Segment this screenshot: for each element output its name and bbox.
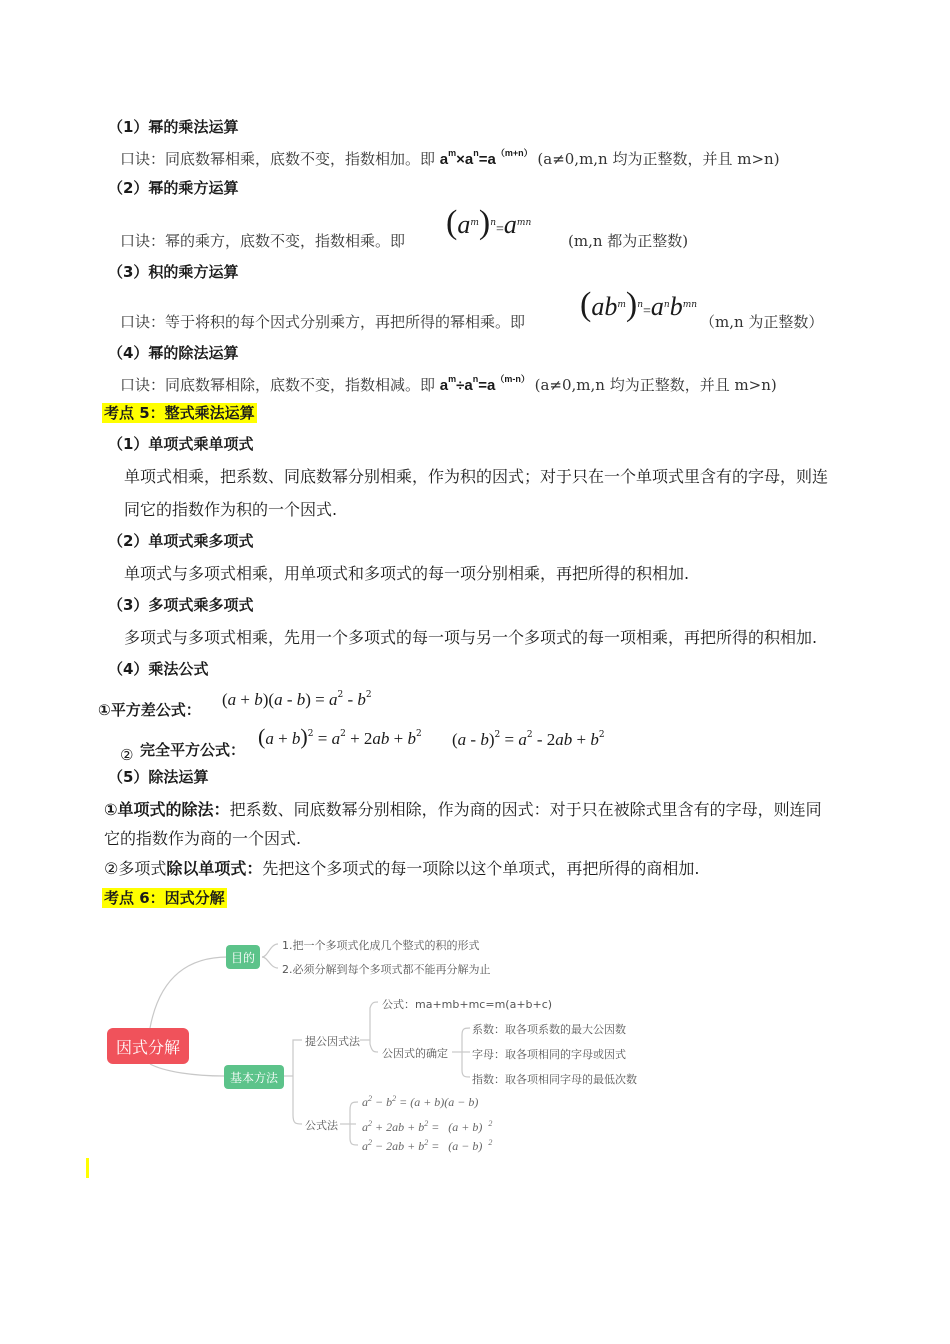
poly-division-label-a: ②多项式 <box>104 859 167 878</box>
mm-formula-square-plus: $a^2 + 2ab + b^2 = (a + b)$ $^2$ <box>362 1119 493 1134</box>
formula-perfect-square-plus: $(a + b)^2 = a^2 + 2ab + b^2$ <box>258 724 422 749</box>
square-diff-label: ①平方差公式： <box>98 701 201 719</box>
heading-mono-mono: （1）单项式乘单项式 <box>108 435 254 453</box>
rule-product-power-text: 口诀：等于将积的每个因式分别乘方，再把所得的幂相乘。即 <box>120 313 526 331</box>
kaodian6-title: 考点 6：因式分解 <box>104 889 225 907</box>
rule-power-multiplication: 口诀：同底数幂相乘，底数不变，指数相加。即 $a^m\times a^n=a^{(m+n)}$ (a≠0,m,n 均为正整数，并且 m>n) <box>120 148 780 168</box>
rule-power-of-power-cond: (m,n 都为正整数) <box>568 232 689 250</box>
mm-formula-square-minus: $a^2 - 2ab + b^2 = (a - b)$ $^2$ <box>362 1138 493 1153</box>
poly-division-label-b: 除以单项式： <box>166 859 263 878</box>
purpose-item-1: 1.把一个多项式化成几个整式的积的形式 <box>282 939 480 952</box>
heading-power-of-power: （2）幂的乘方运算 <box>108 179 239 197</box>
common-factor-formula: 公式：ma+mb+mc=m(a+b+c) <box>382 998 553 1011</box>
heading-power-multiplication: （1）幂的乘法运算 <box>108 118 239 136</box>
determine-coefficient: 系数：取各项系数的最大公因数 <box>472 1023 626 1036</box>
determine-exponent: 指数：取各项相同字母的最低次数 <box>472 1073 637 1086</box>
mono-division-label: ①单项式的除法： <box>104 800 230 819</box>
text-poly-poly: 多项式与多项式相乘，先用一个多项式的每一项与另一个多项式的每一项相乘，再把所得的积相加. <box>124 628 818 647</box>
formula-power-of-power: $(a^m)^n=a^{mn}$ <box>446 204 532 241</box>
text-mono-mono-1: 单项式相乘，把系数、同底数幂分别相乘，作为积的因式；对于只在一个单项式里含有的字母，则连 <box>124 467 829 486</box>
rule-power-of-power-text: 口诀：幂的乘方，底数不变，指数相乘。即 <box>120 232 406 250</box>
perfect-square-num: ② <box>120 746 134 764</box>
perfect-square-label: 完全平方公式： <box>140 741 246 759</box>
mindmap-branch-purpose: 目的 <box>226 945 260 969</box>
method-formula: 公式法 <box>305 1119 338 1132</box>
common-factor-determine: 公因式的确定 <box>382 1047 448 1060</box>
purpose-item-2: 2.必须分解到每个多项式都不能再分解为止 <box>282 963 491 976</box>
heading-mult-formula: （4）乘法公式 <box>108 660 209 678</box>
poly-division-text: 先把这个多项式的每一项除以这个单项式，再把所得的商相加. <box>262 859 700 878</box>
rule-condition: (a≠0,m,n 均为正整数，并且 m>n) <box>532 150 780 168</box>
text-mono-mono-2: 同它的指数作为积的一个因式. <box>124 500 338 519</box>
formula-product-power: $(ab^m)^n=a^nb^{mn}$ <box>580 286 698 323</box>
rule-condition: (a≠0,m,n 均为正整数，并且 m>n) <box>529 376 777 394</box>
formula-square-diff: $(a + b)(a - b) = a^2 - b^2$ <box>222 690 372 709</box>
highlight-marker <box>86 1158 89 1178</box>
mono-division-line2: 它的指数作为商的一个因式. <box>104 829 302 848</box>
mm-formula-square-diff: $a^2 - b^2 = (a + b)(a - b)$ <box>362 1094 479 1109</box>
rule-text: 口诀：同底数幂相乘，底数不变，指数相加。即 <box>120 150 440 168</box>
mindmap-branch-method: 基本方法 <box>224 1065 284 1089</box>
rule-text: 口诀：同底数幂相除，底数不变，指数相减。即 <box>120 376 440 394</box>
kaodian5-title: 考点 5：整式乘法运算 <box>104 404 255 422</box>
heading-power-division: （4）幂的除法运算 <box>108 344 239 362</box>
heading-mono-poly: （2）单项式乘多项式 <box>108 532 254 550</box>
mono-division-text: 把系数、同底数幂分别相除，作为商的因式：对于只在被除式里含有的字母，则连同 <box>229 800 822 819</box>
text-mono-poly: 单项式与多项式相乘，用单项式和多项式的每一项分别相乘，再把所得的积相加. <box>124 564 690 583</box>
formula-perfect-square-minus: $(a - b)^2 = a^2 - 2ab + b^2$ <box>452 730 605 749</box>
heading-poly-poly: （3）多项式乘多项式 <box>108 596 254 614</box>
heading-division: （5）除法运算 <box>108 768 209 786</box>
mindmap-root: 因式分解 <box>107 1028 189 1064</box>
determine-letter: 字母：取各项相同的字母或因式 <box>472 1048 626 1061</box>
heading-product-power: （3）积的乘方运算 <box>108 263 239 281</box>
method-common-factor: 提公因式法 <box>305 1035 360 1048</box>
rule-product-power-cond: （m,n 为正整数） <box>700 313 824 331</box>
rule-power-division: 口诀：同底数幂相除，底数不变，指数相减。即 $a^m\div a^n=a^{(m-n)}$ (a≠0,m,n 均为正整数，并且 m>n) <box>120 374 777 394</box>
